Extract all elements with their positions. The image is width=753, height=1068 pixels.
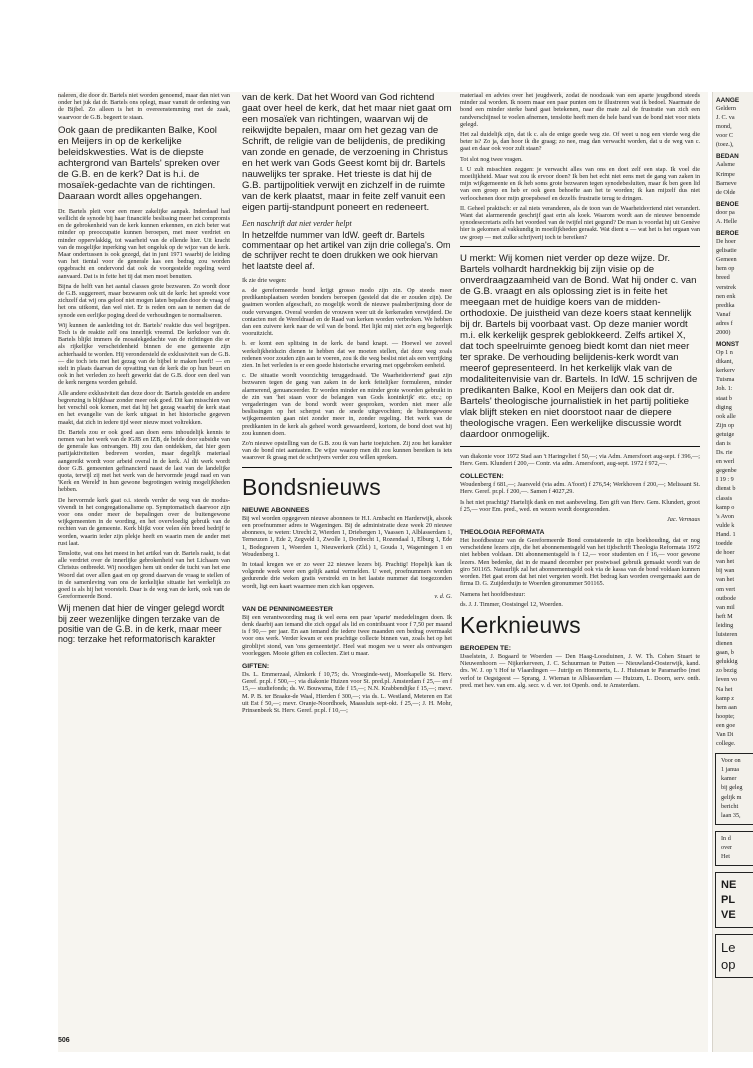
next-line: J. C. va <box>716 114 735 122</box>
next-line: een goe <box>716 721 736 729</box>
next-heading-large: NE <box>721 879 737 892</box>
next-line: door pa <box>716 208 735 216</box>
heading-giften: GIFTEN: <box>242 662 270 670</box>
next-line: de Olde <box>716 188 736 196</box>
next-line: Geldern <box>716 105 736 112</box>
next-line: Van Di <box>716 731 734 738</box>
next-line: hoopte; <box>716 712 735 720</box>
next-line: kamer <box>721 775 737 783</box>
next-line: kamp o <box>716 503 735 511</box>
paragraph: Bij een verantwoording mag ik wel eens een paar 'aparte' mededelingen doen. Ik denk daarbij aan iemand die zich opgaf als lid en contribuant voor f 7,50 per maand is f 90,— per jaar. En aan iemand die iedere twee maanden een bedrag overmaakt voor ons werk. Verder kwam er een prachtige collecte binnen van, zoals het op het giroblijvt stond, van 'ons gemeentetje'. Heel wat mogen we u weer als ontvangen voorleggen. Mooie giften en collecten. Ziet u maar. <box>242 613 452 657</box>
lead-paragraph-closing: Wij menen dat hier de vinger gelegd wordt bij zeer wezenlijke dingen terzake van de positie van de G.B. in de kerk, maar meer nog: terzake het reformatorisch karakter <box>58 603 225 644</box>
next-line: diging <box>716 403 732 411</box>
next-line: gaan, b <box>716 649 734 657</box>
bondsnieuws-title: Bondsnieuws <box>242 473 382 500</box>
next-line: predika <box>716 301 735 309</box>
next-line: Gemeen <box>716 256 737 264</box>
next-line: Na het <box>716 685 733 693</box>
paragraph: I. U zult misschien zeggen: je verwacht alles van ons en doet zelf een stap. Ik voel die moeilijkheid. Maar wat zou ik ervoor doen? Ik ben het echt niet eens met de gang van zaken in mijn wijkgemeente en ik heb soms grote bezwaren tegen synodebesluiten, maar ik ben geen lid van een groep en heb er ook geen behoefte aan het te worden; ik kan mijzelf dus niet verloochenen door mijn groepsbesef en dezelfs frustratie terug te dringen. <box>460 165 700 202</box>
paragraph: De hervormde kerk gaat o.i. steeds verder de weg van de modus-vivendi in het congregationalisme op. Symptomatisch daarvoor zijn voor ons onder meer de bepalingen over de buitengewone wijkgemeenten in de wording, en het overvloedig gebruik van de rechten van de gemeente. Kerk blijkt voor velen één breed bedrijf te worden, waarin ieder zijn plekje heeft en waarin men de ander met rust laat. <box>58 496 230 547</box>
paragraph: IJsselstein, J. Bogaard te Woerden — Den Haag-Loosduinen, J. W. Th. Cohen Stuart te Nieuwenhoorn — Nijkerkerveen, J. C. Schuurman te Putten — Nieuwland-Oosterwijk, kand. drs. W. J. op 't Hof te Vlaardingen — Jutrijp en Hommerts, L. J. Huisman te Paramaribo (met verlof te Oegstgeest — Sprang, J. Wieman te Alblasserdam — Huizum, L. Doorn, serv. onth. pred. met hev. van em. alg. secr. v. d. ver. tot Openb. ond. te Amsterdam. <box>460 652 700 689</box>
next-line: hem aan <box>716 703 737 711</box>
next-line: breed <box>716 274 730 282</box>
section-divider <box>460 446 700 447</box>
next-line: Joh. 1: <box>716 385 733 393</box>
paragraph: Wij kunnen de aanleiding tot dr. Bartels' reaktie dus wel begrijpen. Toch is de reaktie zelf ons innerlijk vreemd. De kerkdoor van dr. Bartels blijkt immers de mosaïekgedachte van de richtingen die er als rijkelijke verscheidenheid binnen de ene gemeente zijn achterhaald te worden. Hij verondersteld de exklusiviteit van de G.B. — die toch iets met het gezag van de bijbel te maken heeft! — en stelt in plaats daarvan de opvatting van de kerk die op hun beurt en ook in het verleden zo heeft gewerkt dat de G.B. door een deel van de kerk nergens worden gehuld. <box>58 321 230 387</box>
next-line: bij geleg <box>721 784 743 792</box>
next-line: Tuisma <box>716 376 735 384</box>
next-line: Zijn op <box>716 421 735 429</box>
next-line: van het <box>716 576 735 584</box>
next-heading-large: Le <box>721 940 736 956</box>
paragraph: Bij wel worden opgegeven nieuwe abonnees te H.I. Ambacht en Harderwijk, alsook een proefnummer adres te Wageningen. Bij de administratie deze week 20 nieuwe abonnees, te weten: Utrecht 2, Wierden 1, Driebergen 1, Vaassen 1, Alblasserdam 1, Terneuzen 1, Ede 2, Zegveld 1, Zwolle 1, Dordrecht 1, Rozendaal 1, Elburg 1, Ede 1, Bodegraven 1, Woerden 1, Nieuwerkerk (Zld.) 1, Gouda 1, Wageningen 1 en Woudenberg 1. <box>242 514 452 558</box>
next-line: Aalsme <box>716 161 735 169</box>
next-line: van het <box>716 558 735 566</box>
next-box-2 <box>715 831 753 866</box>
heading-beroepen: BEROEPEN TE: <box>460 644 511 652</box>
next-line: hem op <box>716 265 735 273</box>
next-line: en werl <box>716 458 735 466</box>
next-line: voor C <box>716 132 734 140</box>
heading-collecten: COLLECTEN: <box>460 473 504 481</box>
next-line: Barneve <box>716 179 737 187</box>
next-line: om vert <box>716 585 736 593</box>
section-divider <box>460 246 700 247</box>
next-heading-large: PL <box>721 894 736 907</box>
next-line: zo bezig <box>716 667 737 675</box>
next-line: gegenbe <box>716 467 737 475</box>
next-box-3 <box>715 872 753 928</box>
paragraph: Alle andere exklusiviteit dan deze door dr. Bartels gestelde en andere begrenzing is blijkbaar zonder meer ook goed. Dit kan misschien van het verschil ook komen, met dat hij het gezag waarbij de kerk staat en het evangelie van de kerk uitgaat in het historische gegeven maakt, dat zich in iedere tijd weer nieuw moet voltrekken. <box>58 389 230 426</box>
next-box-1 <box>715 753 753 825</box>
paragraph: ds. J. J. Timmer, Oostsingel 12, Woerden. <box>460 600 563 608</box>
paragraph: Bijna de helft van het aantal classes grote bezwaren. Zo wordt door de G.B. suggereert, maar bezwaren ook uit de kerk: het spreekt voor zichzelf dat wij ons geloof niet mogen laten bepalen door de vraag of het ons uitkomt, dan wel niet. Er is reden om aan te nemen dat de synode een eerlijke poging deed de verhoudingen te normaliseren. <box>58 282 230 319</box>
paragraph: Het zal duidelijk zijn, dat ik c. als de enige goede weg zie. Of weet u nog een vierde weg die beter is? Zo ja, dan hoor ik die graag; zo nee, mag dan verwacht worden, dat u de weg van c. gaat en daar ook voor zult staan? <box>460 131 700 153</box>
intro-paragraph: In hetzelfde nummer van IdW. geeft dr. Bartels commentaar op het artikel van zijn drie collega's. Om de schrijver recht te doen drukken we ook hiervan het laatste deel af. <box>242 230 451 271</box>
paragraph: In totaal kregen we er zo weer 22 nieuwe lezers bij. Prachtig! Hopelijk kan ik volgende week weer een gelijk aantal vermelden. U weet, proefnummers worden gedurende drie weken gratis verstrekt en in het laatste nummer dat toegezonden wordt, ligt een kaart waarmee men zich kan opgeven. <box>242 560 452 590</box>
next-line: gelisatie <box>716 247 737 255</box>
next-line: dienst b <box>716 485 736 493</box>
paragraph: II. Geheel praktisch: er zal niets veranderen, als de toon van de Waarheidsvriend niet verandert. Want dat alarmerende geschrijf gaat erin als koek. Waarom wordt aan de nieuwe benoemde synodesecretaris zelfs het voordeel van de twijfel niet gegund? De man is voordat hij uit Genève hier is gekomen al vakkundig in moeilijkheden geraakt. Wat dient u — wat het is het orgaan van uw groep — met zulke schrijverij toch te bereiken? <box>460 204 700 241</box>
lead-paragraph: U merkt: Wij komen niet verder op deze wijze. Dr. Bartels volhardt hardnekkig bij zijn visie op de onverdraagzaamheid van de Bond. Wat hij onder c. van de G.B. vraagt en als oplossing ziet is in feite het meegaan met de huidige koers van de midden-orthodoxie. De juistheid van deze koers staat kennelijk bij dr. Bartels bij voorbaat vast. Op deze manier wordt m.i. elk kerkelijk gesprek geblokkeerd. Zelfs artikel X, dat toch speelruimte genoeg biedt komt dan niet meer ter sprake. De verhouding belijdenis-kerk wordt van meerof gepresenteerd. In het kerkelijk vlak van de modaliteitenvisie van dr. Bartels. In IdW. 15 schrijven de predikanten Balke, Kool en Meijers dan ook dat dr. Bartels' theologische journalistiek in het partij politieke vlak blijft steken en niet doorstoot naar de diepere theologische vragen. Een werkelijke discussie wordt daardoor onmogelijk. <box>460 252 698 440</box>
paragraph: Zo'n nieuwe opstelling van de G.B. zou ik van harte toejuichen. Zij zou het karakter van de bond niet aantasten. De wijze waarop men dit zou kunnen bereiken is iets waarover ik graag met de schrijvers verder zou willen spreken. <box>242 440 452 462</box>
next-line: 's Avon <box>716 512 735 520</box>
next-line: van mil <box>716 603 735 611</box>
column-1 <box>58 92 230 650</box>
paragraph: Ik zie drie wegen: <box>242 276 287 284</box>
paragraph: Dr. Bartels pleit voor een meer zakelijke aanpak. Inderdaad had wellicht de synode bij haar financiële beslissing meer het compromis en de gebrokenheid van de kerk kunnen erkennen, en zich beter wat minder op preoccupatie kunnen beroepen, met meer verdriet en minder oppervlakkig, tot waarheid van de ellende hier. Uit kracht van de mogelijke inperking van het ongeluk op de wijze van de kerk. Maar ondertussen is ook gezegd, dat in juni 1971 waarbij de leiding van het tiental voor de generale kas een bedrag zou worden opgebracht en ondervond dat ook de voorgestelde regeling werd aanvaard. Dat is in feite het tij dat men moet benutten. <box>58 207 230 280</box>
next-heading: BEDAN <box>716 153 739 161</box>
next-heading-large: VE <box>721 909 736 922</box>
next-line: getuige <box>716 430 735 438</box>
next-line: de hoer <box>716 549 735 557</box>
next-line: verstrek <box>716 283 736 291</box>
next-heading: BENOE <box>716 200 739 208</box>
next-line: Voor on <box>721 757 741 765</box>
next-line: outbode <box>716 594 736 602</box>
next-line: kerkerv <box>716 367 735 375</box>
paragraph: naleren, die door dr. Bartels niet worden genoemd, maar dan niet van onder het juk dat dr. Bartels ons oplegt, maar vanuit de ordening van de Bijbel. Zo alleen is het in overeenstemming met de zaak, waarvoor de G.B. begeert te staan. <box>58 92 230 121</box>
next-line: bericht <box>721 802 739 810</box>
next-heading-large: op <box>721 957 736 973</box>
next-line: Krimpe <box>716 170 735 178</box>
section-subheading: Een naschrift dat niet verder helpt <box>242 219 352 228</box>
next-line: gelijk m <box>721 793 742 801</box>
next-line: kamp z <box>716 694 735 702</box>
next-line: luisteren <box>716 630 738 638</box>
magazine-page <box>58 92 708 1052</box>
next-line: Ds. rie <box>716 449 733 457</box>
signature: v. d. G. <box>434 592 452 600</box>
next-line: college. <box>716 740 736 748</box>
next-line: leven vo <box>716 676 738 684</box>
next-line: Vanaf <box>716 310 731 318</box>
next-box-4 <box>715 934 753 978</box>
paragraph: Ds. L. Emmerzaal, Almkerk f 10,75; ds. Vroeginde-weij, Moerkapelle St. Herv. Geref. pr.pl. f 500,—; via diakonie Huizen voor St. pred.pl. Amsterdam f 25,— en f 15,— studiefonds; ds. W. Bouwsma, Ede f 15,—; N.N. Krabbendijke f 15,—; mevr. M. P. B. ter Braake-de Waal, Hierden f 300,—; via ds. L. Westland, Meteren en Est uit Est f 50,—; mevr. Oranje-Noordhoek, Maassluis sept-okt. f 25,—; J. H. Mohr, Prinsenbeek St. Herv. Geref. pr.pl. f 10,—; <box>242 670 452 714</box>
paragraph: Tenslotte, wat ons het meest in het artikel van dr. Bartels raakt, is dat alle verdriet over de innerlijke gebrokenheid van het Lichaam van Christus ontbreekt. Wij noodigen hem uit onder de tucht van het ene Woord dat over allen gaat en op grond daarvan de vraag te stellen of in de samenleving van ons de kerkelijke situatie het werkelijk zo goed is als hij het voorstelt. Daar is de weg van de kerk, ook van de Gereformeerde Bond. <box>58 549 230 601</box>
column-3 <box>460 92 700 692</box>
next-line: 1 janua <box>721 766 740 774</box>
next-heading: BEROE <box>716 230 739 238</box>
next-line: bij wan <box>716 567 735 575</box>
next-line: vulde k <box>716 521 735 529</box>
column-2 <box>242 92 452 717</box>
next-line: (toez.), <box>716 141 734 149</box>
next-line: mond, <box>716 123 732 131</box>
paragraph: Het hoofdbestuur van de Gereformeerde Bond constateerde in zijn boekhouding, dat er nog verscheidene lezers zijn, die het abonnementsgeld van het tijdschrift Theologia Reformata 1972 niet hebben voldaan. Dit abonnementsgeld is f 12,— voor studenten en f 16,— voor gewone lezers. Men bedenke, dat in de maand december per postwissel gebruik gemaakt wordt van de giro 501165. Natuurlijk zal het abonnementsgeld ook via de kassa van de bond voldaan kunnen worden. Het gaat erom dat het niet vergeten wordt. Het bedrag kan worden overgemaakt aan de firma D. G. Zuijderduijn te Woerden gironummer 501165. <box>460 537 700 588</box>
paragraph: Is het niet prachtig? Hartelijk dank en met aanbeveling. Een gift van Herv. Gem. Klundert, groot f 25,— voor Em. pred., wed. en wezen wordt doorgezonden. <box>460 498 700 513</box>
lead-paragraph: van de kerk. Dat het Woord van God richtend gaat over heel de kerk, dat het maar niet gaat om een mosaïek van richtingen, waarvan wij de reikwijdte bepalen, maar om het gezag van de Schrift, de religie van de belijdenis, de prediking van zonde en genade, de verzoening in Christus en het werk van Gods Geest komt bij dr. Bartels nauwelijks ter sprake. Het trieste is dat hij de G.B. partijpolitiek verwijt en zichzelf in de ruimte van de kerk plaatst, maar in feite zelf vanuit een eigen partij-standpunt poneert en redeneert. <box>242 92 452 213</box>
next-heading: MONST <box>716 341 740 349</box>
page-number: 506 <box>58 1037 70 1044</box>
lead-paragraph: Ook gaan de predikanten Balke, Kool en Meijers in op de kerkelijke beleidskwesties. Wat is de diepste achtergrond van Bartels' spreken over de G.B. en de kerk? Dat is h.i. de mosaïek-gedachte van de richtingen. Daaraan wordt alles opgehangen. <box>58 124 220 202</box>
paragraph: Woudenberg f 681,—; Jaarsveld (via adm. A'foort) f 276,54; Werkhoven f 200,—; Melissant St. Herv. Geref. pr.pl. f 200,—. Samen f 4027,29. <box>460 481 700 496</box>
next-line: De hoer <box>716 238 736 246</box>
next-line: 2000) <box>716 328 731 336</box>
paragraph: c. De situatie wordt voorzichtig teruggedraaid. 'De Waarheidsvriend' gaat zijn bezwaren tegen de gang van zaken in de kerk feitelijker formuleren, minder alarmerend, genuanceerder. Er worden minder en minder grote woorden gebruikt in de zin van 'het staan voor de belangen van Gods koninkrijk' etc. etc.; op vergaderingen van de bond wordt weer gesproken, worden niet meer alle beslissingen op het scherpst van de snede uitgevochten; de buitengewone wijkgemeenten gaan niet zonder meer in, zonder regeling. Het werk van de predikanten in de kerk als geheel wordt gewaardeerd, kortom, de bond doet wat hij zou kunnen doen. <box>242 372 452 437</box>
next-line: toedde <box>716 540 733 548</box>
next-line: laan 35, <box>721 811 741 819</box>
next-line: Op 1 n <box>716 349 733 357</box>
paragraph: Dr. Bartels zou er ook goed aan doen eens inhoudelijk kennis te nemen van het werk van de IGJB en IZB, de beide door subsidie van de generale kas ontvangen. Hij zou dan ontdekken, dat hier geen partijaktiviteiten bedreven worden, maar degelijk materiaal aangereikt wordt voor arbeid overal in de kerk. Al dit werk wordt door G.B. gemeenten gefinancierd naast de last van de landelijke quota, terwijl zij met het werk van de hervormde jeugd raad en van 'Kerk en Wereld' in hun gewone begrotingen weinig mogelijkheden hebben. <box>58 428 230 494</box>
next-line: dikant, <box>716 358 734 366</box>
paragraph: Namens het hoofdbestuur: <box>460 590 526 598</box>
next-line: In d <box>721 834 731 842</box>
next-line: classis <box>716 494 733 502</box>
paragraph: materiaal en advies over het jeugdwerk, zodat de noodzaak van een aparte jeugdbond steeds minder zal worden. Ik noem maar een paar punten om te illustreren wat ik bedoel. Naarmate de bond een minder sterke band gaat betekenen, naar die mate zal de frustratie van zich een randverschijnsel te voelen afnemen, tenslotte heeft men de hele band van de bond niet voor niets gelegd. <box>460 92 700 128</box>
paragraph: Tot slot nog twee vragen. <box>460 155 523 163</box>
next-line: I 19 : 9 <box>716 476 734 484</box>
next-page-edge <box>712 92 753 1052</box>
section-divider <box>242 467 452 468</box>
next-line: ook alle <box>716 412 736 420</box>
heading-theologia-reformata: THEOLOGIA REFORMATA <box>460 529 545 537</box>
next-line: gelukkig <box>716 658 738 666</box>
paragraph: b. er komt een splitsing in de kerk. de band knapt. — Hoewel we zoveel werkelijkheidszin dienen te hebben dat we moeten stellen, dat deze weg zoals redenen voor zouden zijn aan te voeren, zou ik die weg beslist niet als een verrijking zien. In het verleden is er een goede historische ervaring met opgebroken eenheid. <box>242 340 452 370</box>
next-line: leiding <box>716 621 734 629</box>
heading-penningmeester: VAN DE PENNINGMEESTER <box>242 605 333 613</box>
heading-nieuwe-abonnees: NIEUWE ABONNEES <box>242 506 310 514</box>
next-line: over <box>721 843 732 851</box>
kerknieuws-title: Kerknieuws <box>460 611 581 638</box>
next-line: Hand. 1 <box>716 530 736 538</box>
paragraph: van diakonie voor 1972 Stad aan 't Haringvliet f 50,—; via Adm. Amersfoort aug-sept. f 396,—; Herv. Gem. Klundert f 200,— Contr. via adm. Amersfoort, aug-sept. 1972 f 972,—. <box>460 452 700 468</box>
next-line: dan is <box>716 440 731 447</box>
next-line: adres f <box>716 319 733 327</box>
next-line: nen enk <box>716 292 736 300</box>
next-line: heft M <box>716 612 733 620</box>
next-line: A. Helle <box>716 217 737 225</box>
next-heading: AANGE <box>716 97 740 104</box>
next-line: Het <box>721 853 730 861</box>
next-line: dienen <box>716 640 733 648</box>
signature: Jac. Vermaas <box>667 516 700 524</box>
next-line: staat b <box>716 394 732 402</box>
paragraph: a. de gereformeerde bond krijgt grosso modo zijn zin. Op steeds meer predikantsplaatsen worden bonders beroepen (gesteld dat die er zouden zijn). De gaaimen worden afgeschaft, zo mogelijk wordt de nieuwe psalmberijming door de oude vervangen. Overal worden de vrouwen weer uit de kerkeraden verwijderd. De contacten met de Wereldraad en de Raad van kerken worden verbroken. We hebben dan een zuivere kerk naar de wil van de bond. Het lijkt mij niet zo'n erg begeerlijk vooruitzicht. <box>242 287 452 338</box>
